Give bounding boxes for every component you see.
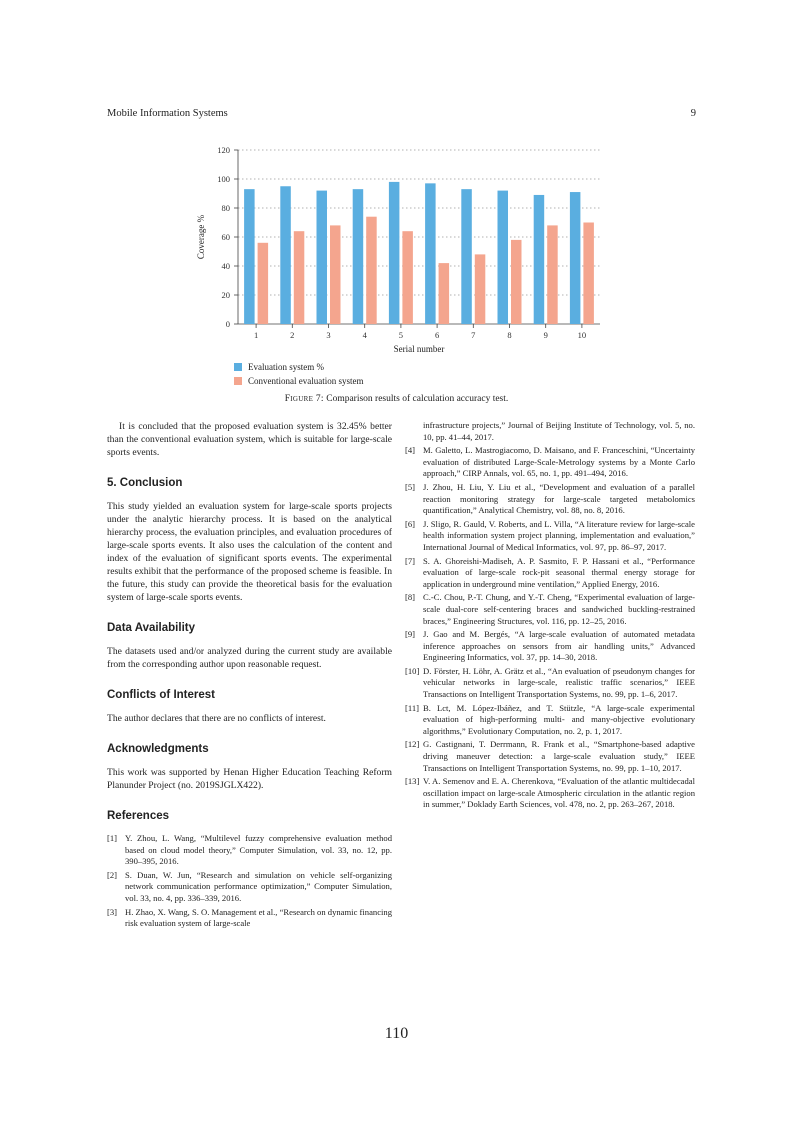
reference-item xyxy=(107,907,392,930)
x-tick-label: 9 xyxy=(543,330,548,340)
bar-evaluation-system xyxy=(317,191,328,324)
reference-number: [10] xyxy=(405,665,420,676)
data-availability-paragraph: The datasets used and/or analyzed during the current study are available from the corresponding author upon reasonable request. xyxy=(107,646,392,670)
reference-number: [3] xyxy=(107,906,118,917)
reference-text: G. Castignani, T. Derrmann, R. Frank et al., “Smartphone-based adaptive driving maneuver detection: a large-scale evaluation study,” IEEE Transactions on Intelligent Transportation Systems, no. 99, pp. 1–10, 2017. xyxy=(423,739,695,773)
reference-item xyxy=(405,556,695,591)
references-heading: References xyxy=(107,810,170,822)
reference-number: [6] xyxy=(405,518,416,529)
right-column xyxy=(405,420,695,813)
y-tick-label: 20 xyxy=(221,290,230,300)
bar-evaluation-system xyxy=(534,195,545,324)
x-tick-label: 10 xyxy=(577,330,587,340)
reference-number: [8] xyxy=(405,592,416,603)
reference-number: [12] xyxy=(405,739,420,750)
page-number: 110 xyxy=(384,1025,409,1042)
reference-number: [13] xyxy=(405,776,420,787)
reference-item xyxy=(405,592,695,627)
reference-item xyxy=(405,445,695,480)
reference-number: [7] xyxy=(405,555,416,566)
left-column xyxy=(107,420,392,932)
reference-item xyxy=(107,833,392,868)
legend-swatch-evaluation xyxy=(234,363,242,371)
y-tick-label: 120 xyxy=(217,145,230,155)
reference-text: M. Galetto, L. Mastrogiacomo, D. Maisano, and F. Franceschini, “Uncertainty evaluation of distributed Large-Scale-Metrology systems by a Monte Carlo approach,” CIRP Annals, vol. 65, no. 1, pp. 491–494, 2016. xyxy=(423,445,695,479)
x-tick-label: 7 xyxy=(471,330,476,340)
reference-item xyxy=(405,420,695,443)
references-list-right xyxy=(405,420,695,811)
figure-caption-text: Comparison results of calculation accuracy test. xyxy=(326,394,509,404)
reference-text: H. Zhao, X. Wang, S. O. Management et al., “Research on dynamic financing risk evaluation system of large-scale xyxy=(125,906,392,929)
bar-evaluation-system xyxy=(280,186,291,324)
x-tick-label: 2 xyxy=(290,330,295,340)
references-list-left xyxy=(107,833,392,930)
reference-number: [9] xyxy=(405,629,416,640)
header-page-number: 9 xyxy=(690,108,696,119)
reference-item xyxy=(107,870,392,905)
bar-evaluation-system xyxy=(353,189,364,324)
reference-text: J. Gao and M. Bergés, “A large-scale evaluation of automated metadata inference approaches on sensors from air handling units,” Advanced Engineering Informatics, vol. 37, pp. 14–30, 2018. xyxy=(423,629,695,663)
y-tick-label: 100 xyxy=(217,174,230,184)
running-head xyxy=(107,108,696,119)
chart-legend xyxy=(234,362,363,390)
reference-text: infrastructure projects,” Journal of Beijing Institute of Technology, vol. 5, no. 10, pp. 41–44, 2017. xyxy=(423,420,695,442)
y-tick-label: 80 xyxy=(221,203,230,213)
x-tick-label: 4 xyxy=(362,330,367,340)
bar-conventional-system xyxy=(547,225,558,324)
bar-evaluation-system xyxy=(570,192,581,324)
y-tick-label: 40 xyxy=(221,261,230,271)
reference-item xyxy=(405,519,695,554)
reference-item xyxy=(405,482,695,517)
reference-text: D. Förster, H. Löhr, A. Grätz et al., “An evaluation of pseudonym changes for vehicular networks in large-scale, realistic traffic scenarios,” IEEE Transactions on Intelligent Transportation Systems, no. 99, pp. 1–6, 2017. xyxy=(423,665,695,700)
reference-number: [1] xyxy=(107,833,118,843)
legend-label-evaluation: Evaluation system % xyxy=(248,362,324,372)
reference-number: [5] xyxy=(405,481,416,492)
reference-number xyxy=(405,420,423,443)
bar-conventional-system xyxy=(330,225,341,324)
bar-conventional-system xyxy=(475,254,486,324)
y-tick-label: 0 xyxy=(225,319,230,329)
bar-evaluation-system xyxy=(244,189,255,324)
reference-text: V. A. Semenov and E. A. Cherenkova, “Evaluation of the atlantic multidecadal oscillation impact on large-scale Atmospheric circulation in the atlantic region in summer,” Doklady Earth Sciences, vol. 478, no. 2, pp. 263–267, 2018. xyxy=(423,776,695,810)
reference-item xyxy=(405,739,695,774)
bar-conventional-system xyxy=(402,231,413,324)
reference-text: S. A. Ghoreishi-Madiseh, A. P. Sasmito, F. P. Hassani et al., “Performance evaluation of large-scale rock-pit seasonal thermal energy storage for application in underground mine ventilation,” Applied Energy, 2016. xyxy=(423,555,695,589)
legend-swatch-conventional xyxy=(234,377,242,385)
intro-paragraph: It is concluded that the proposed evaluation system is 32.45% better than the conventional evaluation system, which is suitable for large-scale sports events. xyxy=(107,421,392,458)
bar-conventional-system xyxy=(583,223,594,325)
bar-conventional-system xyxy=(294,231,305,324)
conclusion-heading: 5. Conclusion xyxy=(107,477,183,489)
reference-text: C.-C. Chou, P.-T. Chung, and Y.-T. Cheng, “Experimental evaluation of large-scale dual-core self-centering braces and sandwiched buckling-restrained braces,” Engineering Structures, vol. 116, pp. 12–25, 2016. xyxy=(423,592,695,626)
reference-item xyxy=(405,629,695,664)
legend-item-evaluation xyxy=(234,362,363,372)
bar-evaluation-system xyxy=(389,182,400,324)
bar-conventional-system xyxy=(258,243,269,324)
reference-text: S. Duan, W. Jun, “Research and simulation on vehicle self-organizing network communication performance optimization,” Computer Simulation, vol. 33, no. 4, pp. 336–339, 2016. xyxy=(125,869,392,903)
x-tick-label: 1 xyxy=(253,330,259,340)
reference-item xyxy=(405,666,695,701)
legend-item-conventional xyxy=(234,376,363,386)
x-tick-label: 6 xyxy=(434,330,440,340)
bar-conventional-system xyxy=(511,240,522,324)
reference-text: B. Lct, M. López-Ibáñez, and T. Stützle, “A large-scale experimental evaluation of high-performing multi- and many-objective evolutionary algorithms,” Evolutionary Computation, no. 2, p. 1, 2017. xyxy=(423,702,695,736)
y-axis-label: Coverage % xyxy=(196,214,206,260)
conflicts-heading: Conflicts of Interest xyxy=(107,689,215,701)
reference-number: [4] xyxy=(405,445,416,456)
bar-chart xyxy=(190,140,610,400)
conflicts-paragraph: The author declares that there are no conflicts of interest. xyxy=(107,713,326,724)
reference-item xyxy=(405,703,695,738)
reference-item xyxy=(405,776,695,811)
conclusion-paragraph: This study yielded an evaluation system for large-scale sports projects under the analytic hierarchy process. It is based on the analytical hierarchy process, the evaluation principles, and evaluation procedures of large-scale sports events. It also uses the calculation of the content and index of the evaluation of significant sports events. The experimental results exhibit that the performance of the proposed scheme is feasible. In the future, this study can provide the theoretical basis for the evaluation system of large-scale sports events. xyxy=(107,501,392,603)
legend-label-conventional: Conventional evaluation system xyxy=(248,376,364,386)
figure-label: Figure 7: xyxy=(284,394,324,404)
bar-evaluation-system xyxy=(498,191,509,324)
y-tick-label: 60 xyxy=(221,232,230,242)
acknowledgments-paragraph: This work was supported by Henan Higher Education Teaching Reform Planunder Project (no. 2019SJGLX422). xyxy=(107,767,392,791)
journal-title: Mobile Information Systems xyxy=(107,108,228,119)
x-tick-label: 5 xyxy=(398,330,404,340)
reference-number: [2] xyxy=(107,869,118,880)
reference-number: [11] xyxy=(405,702,419,713)
x-axis-label: Serial number xyxy=(393,344,445,354)
figure-caption xyxy=(0,394,793,404)
bar-evaluation-system xyxy=(461,189,472,324)
data-availability-heading: Data Availability xyxy=(107,622,195,634)
x-tick-label: 3 xyxy=(326,330,331,340)
bar-evaluation-system xyxy=(425,183,436,324)
reference-text: J. Zhou, H. Liu, Y. Liu et al., “Development and evaluation of a parallel reaction monitoring strategy for large-scale targeted metabolomics quantification,” Analytical Chemistry, vol. 88, no. 8, 2016. xyxy=(423,481,695,516)
bar-conventional-system xyxy=(439,263,450,324)
x-tick-label: 8 xyxy=(507,330,512,340)
acknowledgments-heading: Acknowledgments xyxy=(107,743,209,755)
bar-conventional-system xyxy=(366,217,377,324)
reference-text: Y. Zhou, L. Wang, “Multilevel fuzzy comprehensive evaluation method based on cloud model theory,” Computer Simulation, vol. 33, no. 12, pp. 390–395, 2016. xyxy=(125,833,392,867)
reference-text: J. Sligo, R. Gauld, V. Roberts, and L. Villa, “A literature review for large-scale health information system project planning, implementation and evaluation,” International Journal of Medical Informatics, vol. 97, pp. 86–97, 2017. xyxy=(423,518,695,552)
